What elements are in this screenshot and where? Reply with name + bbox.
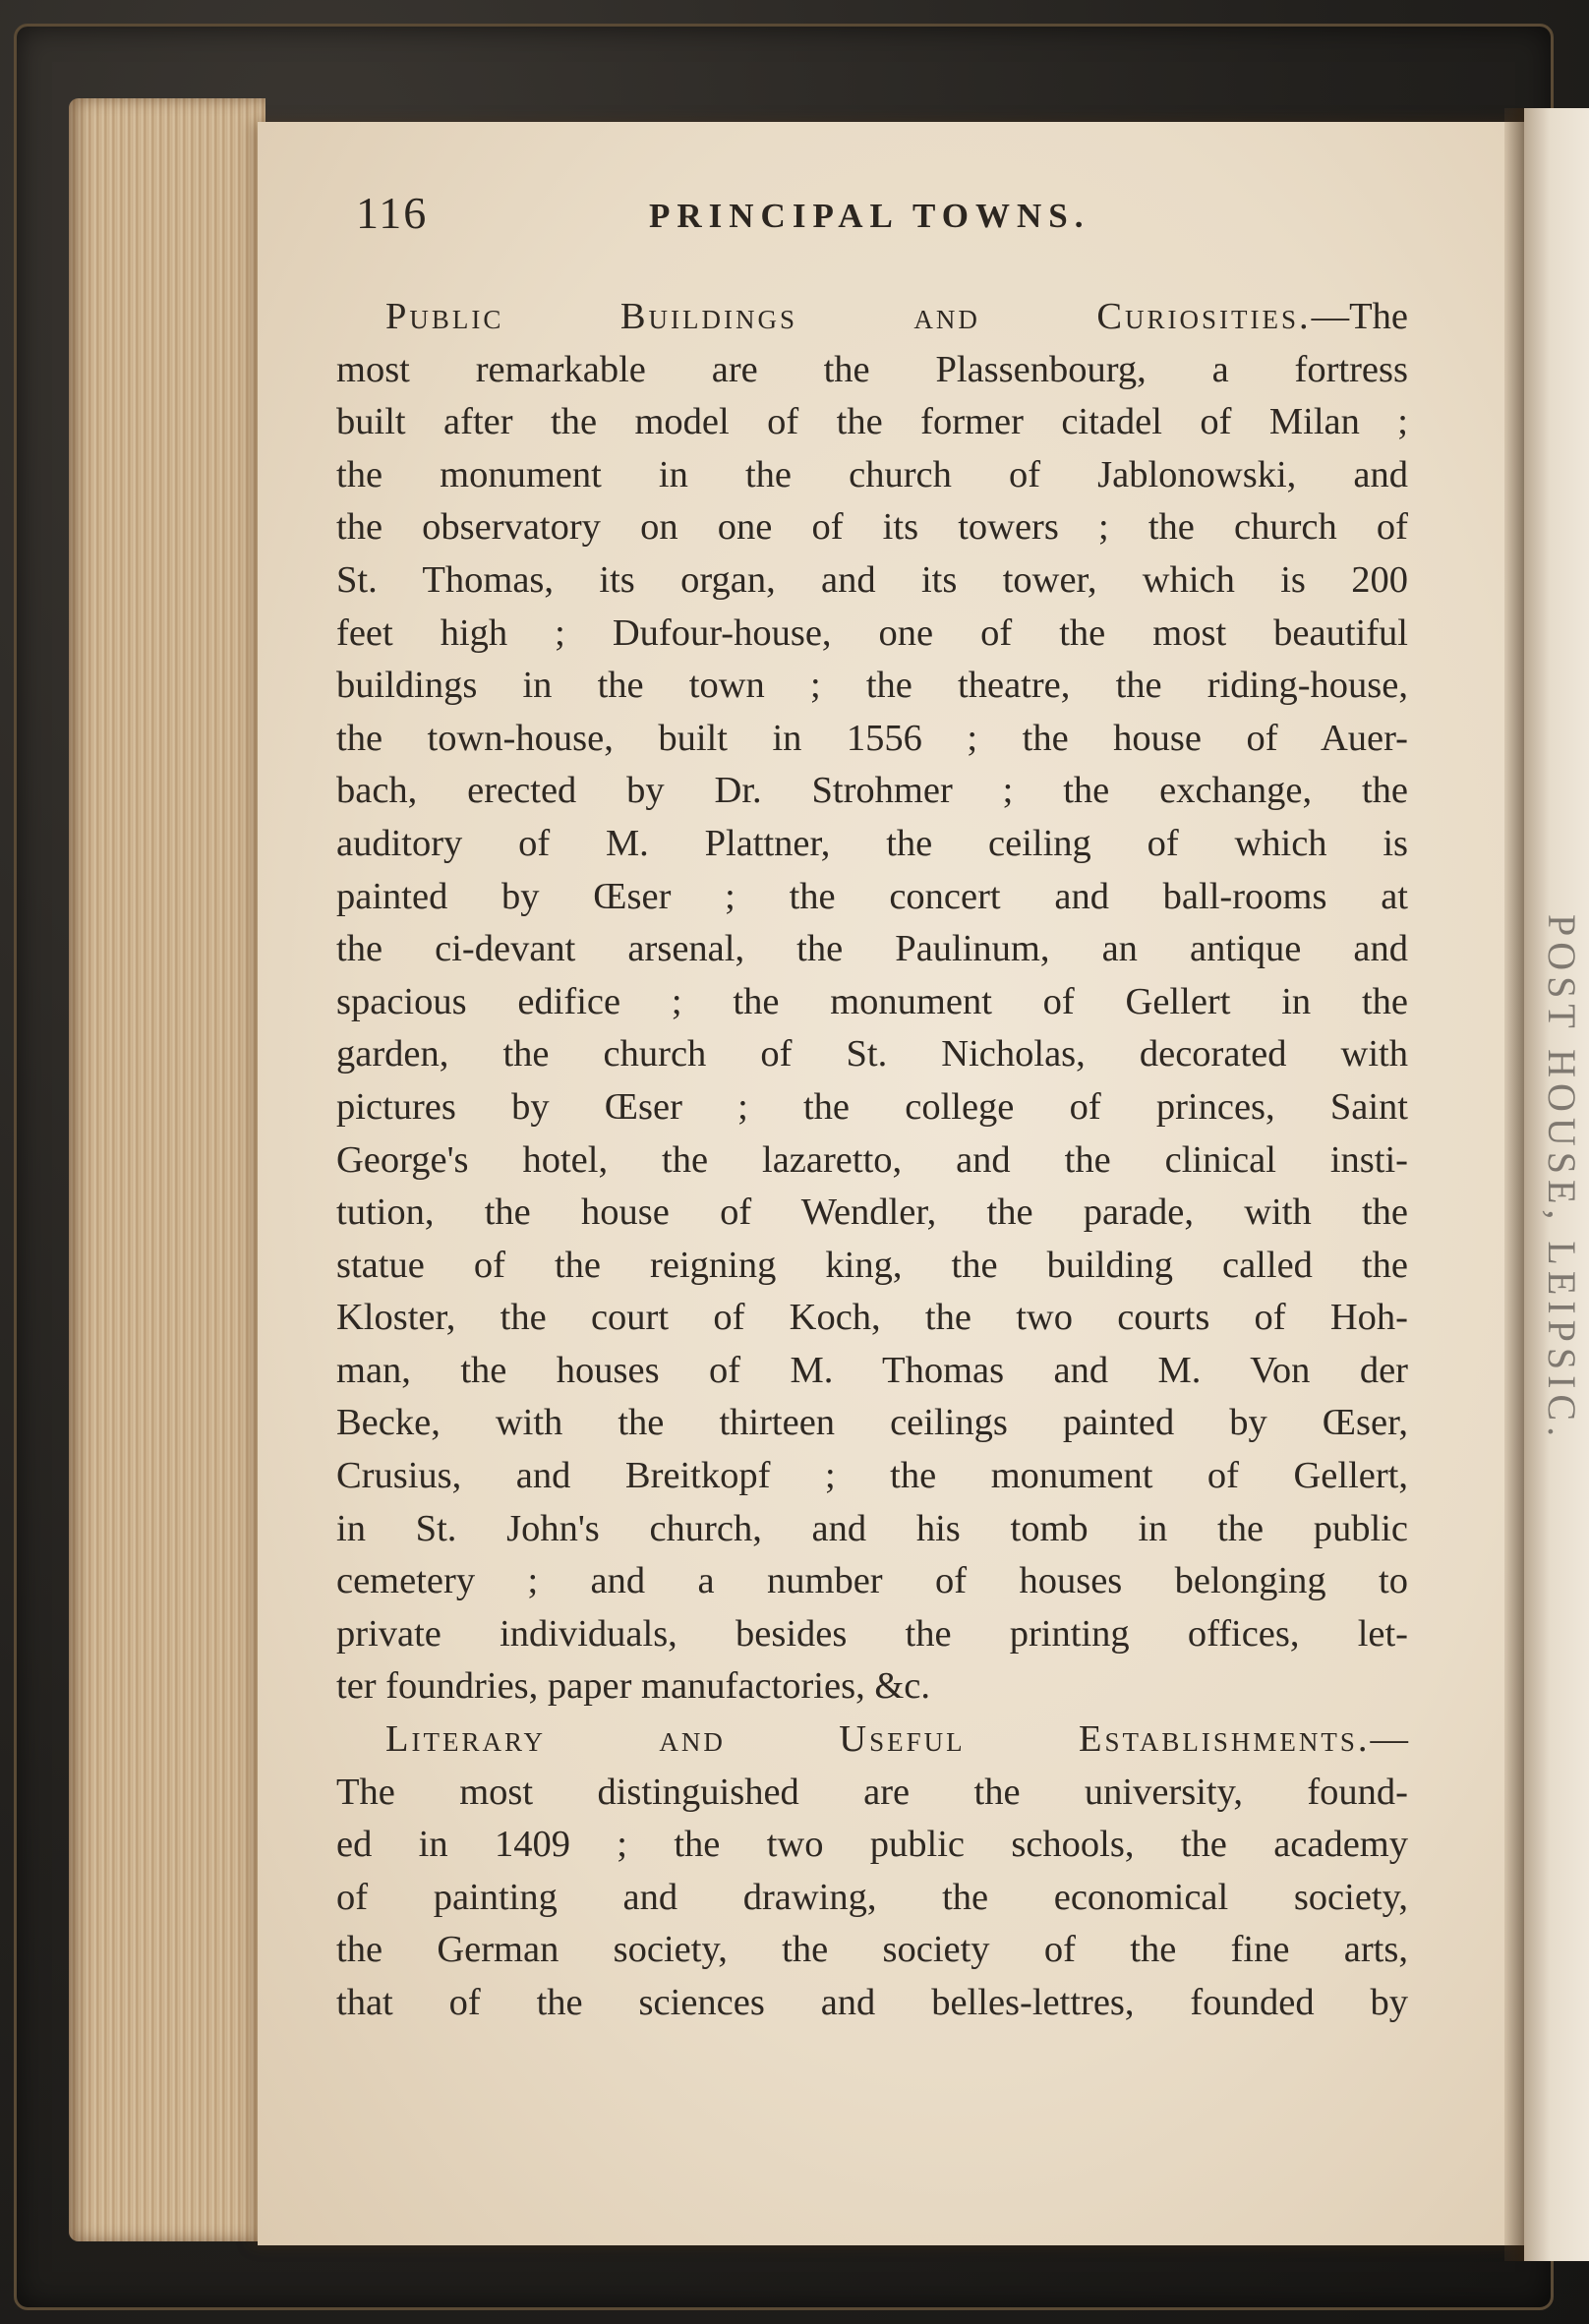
page-number: 116 xyxy=(356,188,429,238)
text-line: the monument in the church of Jablonowski, and xyxy=(336,453,1408,495)
text-line: feet high ; Dufour-house, one of the most beautiful xyxy=(336,611,1408,654)
text-line: buildings in the town ; the theatre, the riding-house, xyxy=(336,665,1408,707)
text-line: the observatory on one of its towers ; the church of xyxy=(336,506,1408,549)
text-line: the ci-devant arsenal, the Paulinum, an antique and xyxy=(336,928,1408,970)
text-line: garden, the church of St. Nicholas, decorated with xyxy=(336,1033,1408,1075)
text-line: cemetery ; and a number of houses belonging to xyxy=(336,1560,1408,1602)
paragraph-2-first-line xyxy=(336,1714,1408,1767)
text-line: bach, erected by Dr. Strohmer ; the exchange, the xyxy=(336,770,1408,812)
page-header xyxy=(356,187,1398,246)
text-line: that of the sciences and belles-lettres, founded by xyxy=(336,1982,1408,2023)
running-title: PRINCIPAL TOWNS. xyxy=(649,197,1090,235)
text-line: tution, the house of Wendler, the parade, with the xyxy=(336,1191,1408,1234)
paragraph-1-heading: Public Buildings and Curiosities. xyxy=(385,296,1312,337)
page-gutter xyxy=(1504,108,1524,2261)
text-line: Kloster, the court of Koch, the two courts of Hoh- xyxy=(336,1297,1408,1339)
text-line: Crusius, and Breitkopf ; the monument of Gellert, xyxy=(336,1455,1408,1497)
text-line: most remarkable are the Plassenbourg, a fortress xyxy=(336,348,1408,390)
text-line: private individuals, besides the printing offices, let- xyxy=(336,1612,1408,1655)
text-line: statue of the reigning king, the building called the xyxy=(336,1244,1408,1286)
text-line: built after the model of the former citadel of Milan ; xyxy=(336,401,1408,443)
paragraph-1-first-line xyxy=(336,291,1408,344)
paragraph-2-heading: Literary and Useful Establishments. xyxy=(385,1718,1371,1761)
text-line: man, the houses of M. Thomas and M. Von der xyxy=(336,1349,1408,1391)
body-text xyxy=(336,291,1408,2030)
text-line: George's hotel, the lazaretto, and the clinical insti- xyxy=(336,1138,1408,1181)
text-line: St. Thomas, its organ, and its tower, which is 200 xyxy=(336,558,1408,601)
text-line: the town-house, built in 1556 ; the house of Auer- xyxy=(336,717,1408,759)
text-line: —The xyxy=(1311,296,1408,337)
text-line: The most distinguished are the university, found- xyxy=(336,1771,1408,1813)
page-edges xyxy=(69,98,265,2241)
text-line: auditory of M. Plattner, the ceiling of which is xyxy=(336,822,1408,864)
text-line: ed in 1409 ; the two public schools, the academy xyxy=(336,1824,1408,1866)
text-line: ter foundries, paper manufactories, &c. xyxy=(336,1665,930,1708)
facing-page-caption: POST HOUSE, LEIPSIC. xyxy=(1540,914,1584,1443)
text-line: pictures by Œser ; the college of princes, Saint xyxy=(336,1085,1408,1128)
text-line: painted by Œser ; the concert and ball-rooms at xyxy=(336,875,1408,917)
text-line: the German society, the society of the fine arts, xyxy=(336,1929,1408,1971)
text-line: in St. John's church, and his tomb in the public xyxy=(336,1507,1408,1549)
text-line: spacious edifice ; the monument of Gellert in the xyxy=(336,980,1408,1022)
text-line: Becke, with the thirteen ceilings painted by Œser, xyxy=(336,1402,1408,1444)
text-line: — xyxy=(1370,1718,1408,1761)
text-line: of painting and drawing, the economical society, xyxy=(336,1876,1408,1918)
